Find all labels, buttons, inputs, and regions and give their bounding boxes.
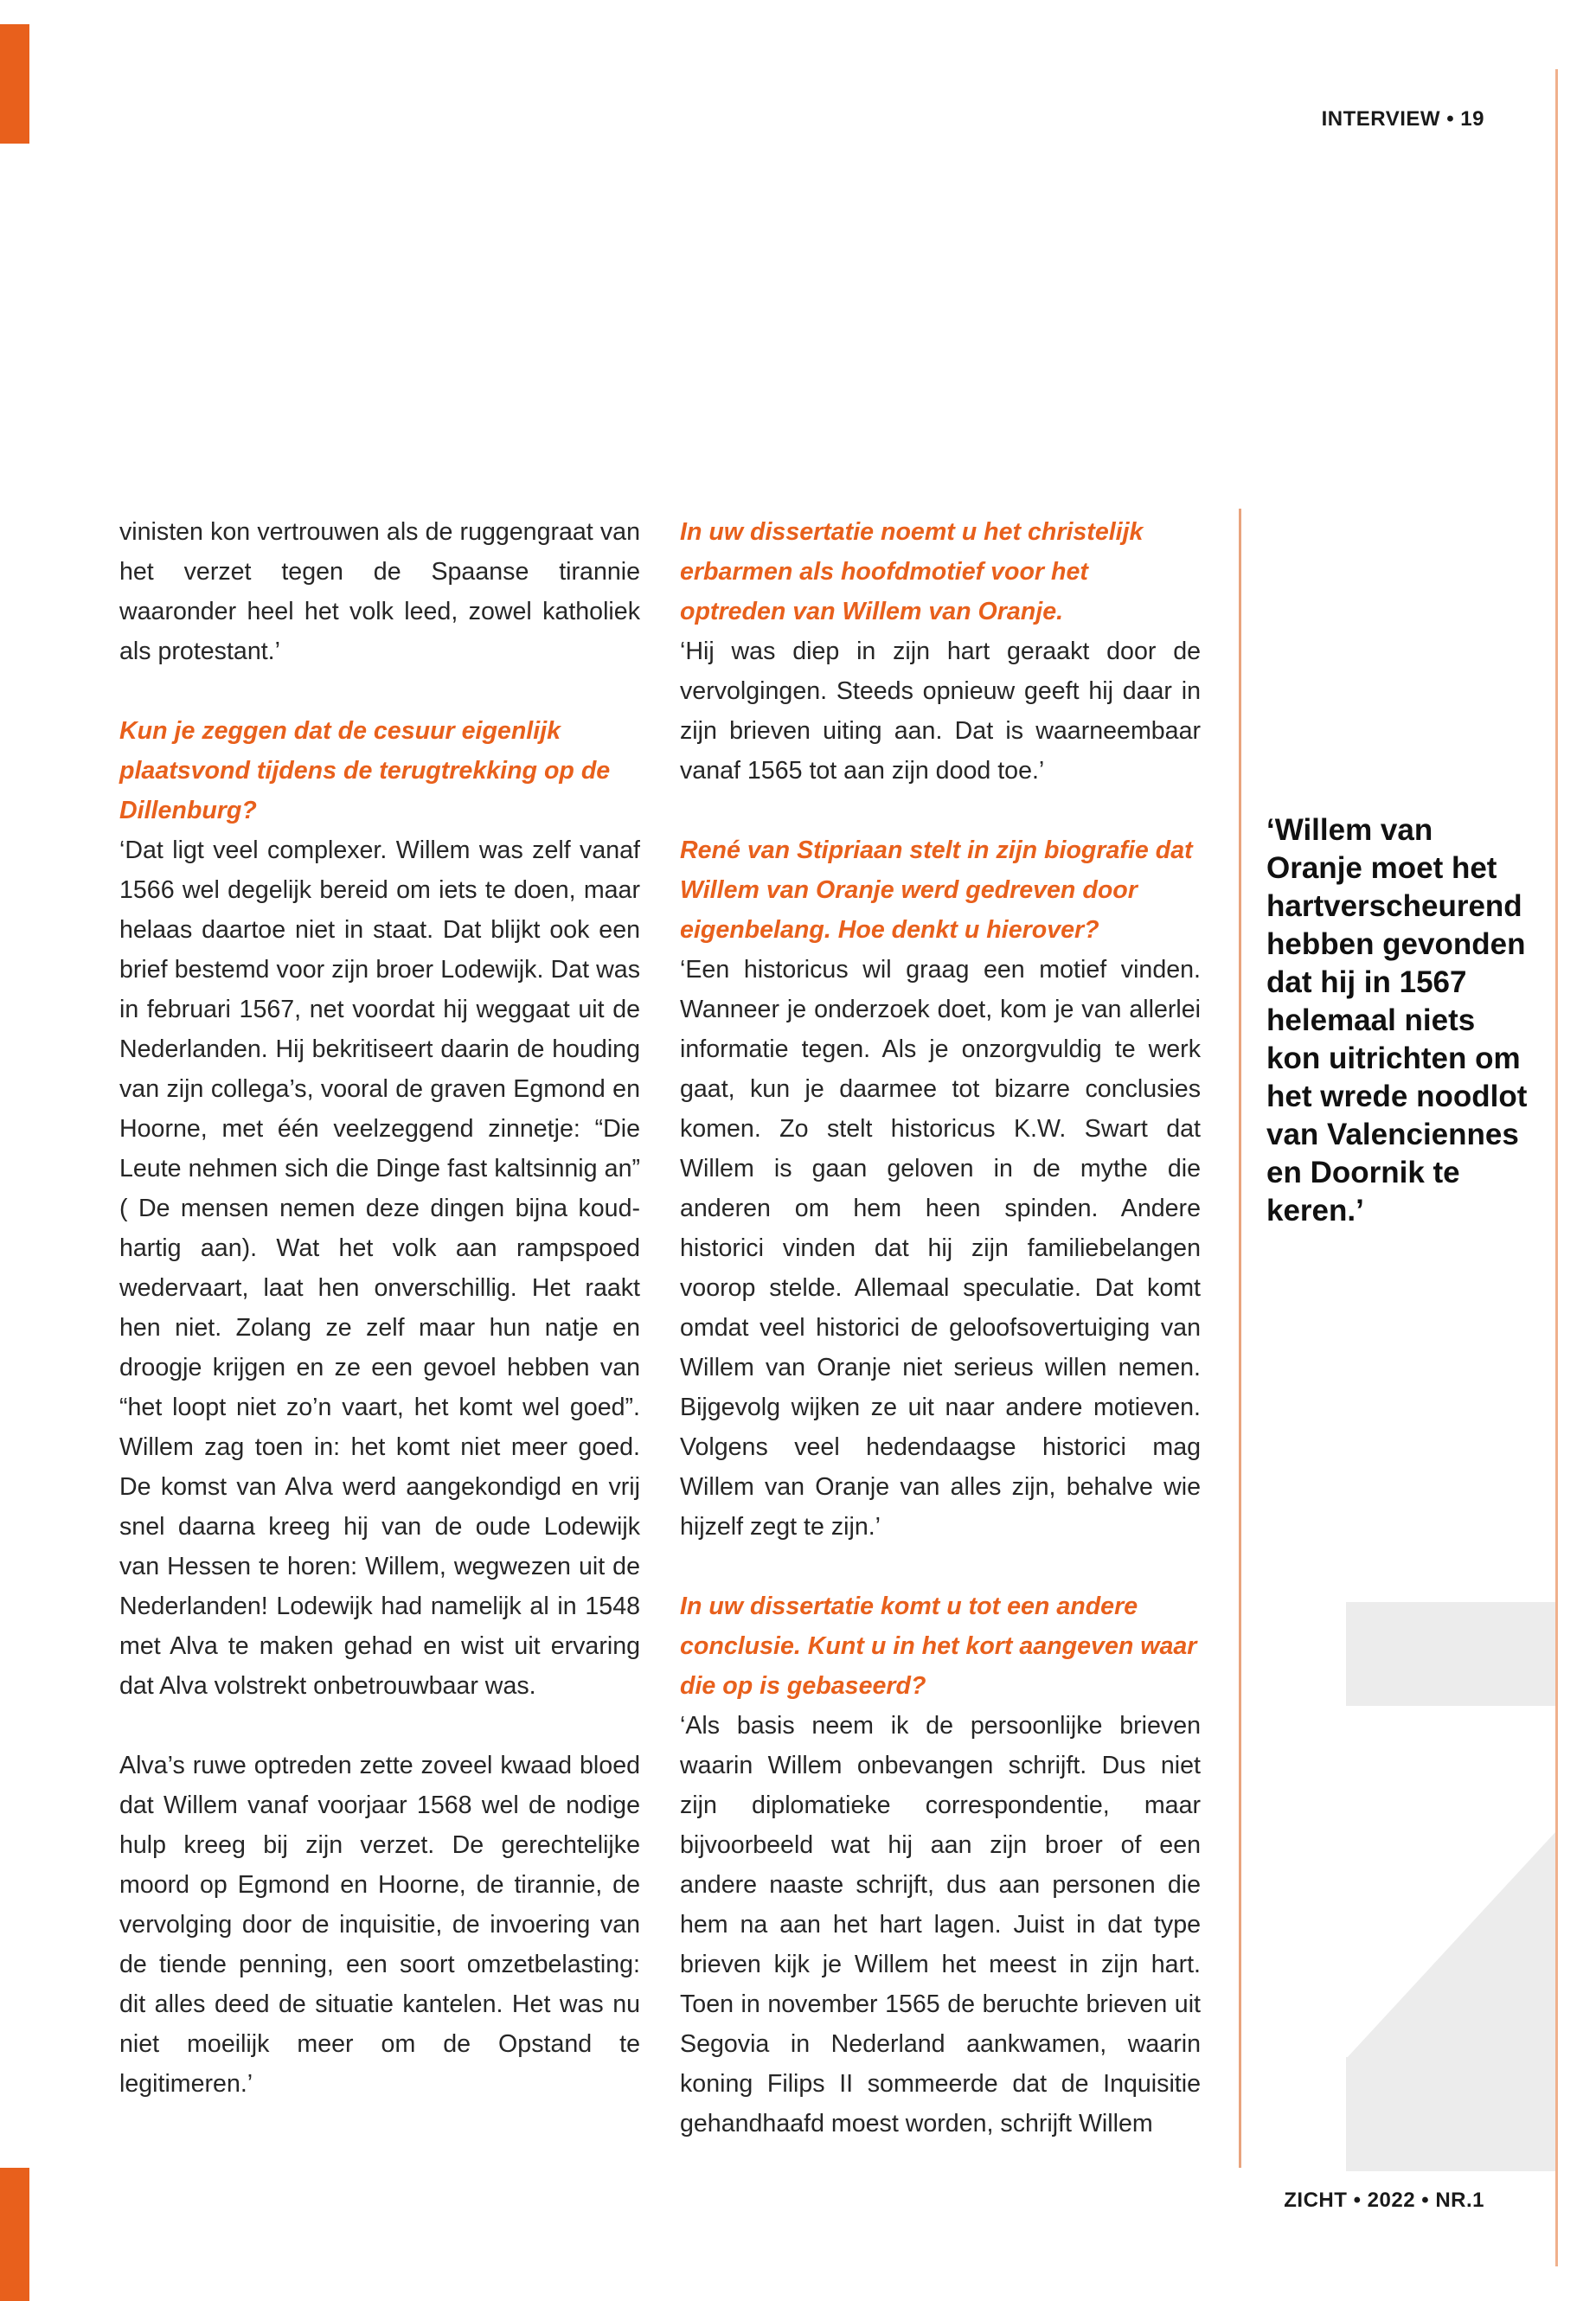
- page-number: 19: [1460, 107, 1484, 131]
- interview-question: René van Stipriaan stelt in zijn biografie dat Willem van Oranje werd gedreven door eigenbelang. Hoe denkt u hierover?: [680, 836, 1193, 944]
- header-section: INTERVIEW: [1321, 107, 1441, 131]
- running-header: [1211, 107, 1484, 131]
- accent-bar-bottom: [0, 2168, 29, 2301]
- column-divider: [1239, 509, 1241, 2168]
- watermark-block-bottom: [1346, 2057, 1555, 2171]
- watermark-diagonal: [1346, 1832, 1555, 2059]
- body-paragraph: ‘Een historicus wil graag een motief vinden. Wanneer je onderzoek doet, kom je van allerlei informatie tegen. Als je onzorgvuldig te werk gaat, kun je daarmee tot bizarre conclusies komen. Zo stelt historicus K.W. Swart dat Willem is gaan geloven in de mythe die anderen om hem heen spinden. Andere historici vinden dat hij zijn familiebelangen voorop stelde. Allemaal speculatie. Dat komt omdat veel historici de geloofsovertuiging van Willem van Oranje niet serieus willen nemen. Bijgevolg wijken ze uit naar andere motieven. Volgens veel hedendaagse historici mag Willem van Oranje van alles zijn, behalve wie hijzelf zegt te zijn.’: [680, 956, 1201, 1541]
- interview-question: Kun je zeggen dat de cesuur eigenlijk plaatsvond tijdens de terugtrekking op de Dillenburg?: [119, 717, 611, 824]
- footer-issue: NR.1: [1435, 2189, 1484, 2212]
- article-column-left: [119, 512, 640, 2104]
- footer-publication: ZICHT: [1284, 2189, 1348, 2212]
- footer-separator: •: [1353, 2189, 1362, 2212]
- page-edge-rule: [1555, 69, 1558, 2266]
- footer-year: 2022: [1367, 2189, 1416, 2212]
- article-column-right: [680, 512, 1201, 2144]
- body-paragraph: ‘Dat ligt veel complexer. Willem was zelf vanaf 1566 wel degelijk bereid om iets te doen, maar helaas daartoe niet in staat. Dat blijkt ook een brief bestemd voor zijn broer Lodewijk. Dat was in februari 1567, net voordat hij weggaat uit de Nederlanden. Hij bekritiseert daarin de houding van zijn collega’s, vooral de graven Egmond en Hoorne, met één veelzeggend zinnetje: “Die Leute nehmen sich die Dinge fast kaltsinnig an” ( De mensen nemen deze dingen bijna koud-hartig aan). Wat het volk aan rampspoed wedervaart, laat hen onverschillig. Het raakt hen niet. Zolang ze zelf maar hun natje en droogje krijgen en ze een gevoel hebben van “het loopt niet zo’n vaart, het komt wel goed”. Willem zag toen in: het komt niet meer goed. De komst van Alva werd aangekondigd en vrij snel daarna kreeg hij van de oude Lodewijk van Hessen te horen: Willem, wegwezen uit de Nederlanden! Lodewijk had namelijk al in 1548 met Alva te maken gehad en wist uit ervaring dat Alva volstrekt onbetrouwbaar was.: [119, 836, 640, 1700]
- interview-question: In uw dissertatie komt u tot een andere conclusie. Kunt u in het kort aangeven waar die op is gebaseerd?: [680, 1593, 1197, 1700]
- body-paragraph: vinisten kon vertrouwen als de ruggengraat van het verzet tegen de Spaanse tirannie waaronder heel het volk leed, zowel katholiek als protestant.’: [119, 518, 640, 665]
- body-paragraph: ‘Als basis neem ik de persoonlijke brieven waarin Willem onbevangen schrijft. Dus niet zijn diplomatieke correspondentie, maar bijvoorbeeld wat hij aan zijn broer of een andere naaste schrijft, dus aan personen die hem na aan het hart lagen. Juist in dat type brieven kijk je Willem het meest in zijn hart. Toen in november 1565 de beruchte brieven uit Segovia in Nederland aankwamen, waarin koning Filips II sommeerde dat de Inquisitie gehandhaafd moest worden, schrijft Willem: [680, 1712, 1201, 2138]
- body-paragraph: ‘Hij was diep in zijn hart geraakt door de vervolgingen. Steeds opnieuw geeft hij daar in zijn brieven uiting aan. Dat is waarneembaar vanaf 1565 tot aan zijn dood toe.’: [680, 638, 1201, 785]
- accent-bar-top: [0, 24, 29, 144]
- watermark-block-top: [1346, 1602, 1555, 1706]
- pull-quote: ‘Willem van Oranje moet het hartverscheurend hebben gevonden dat hij in 1567 helemaal niets kon uitrichten om het wrede noodlot van Valenciennes en Doornik te keren.’: [1266, 813, 1528, 1227]
- footer-separator: •: [1421, 2189, 1430, 2212]
- body-paragraph: Alva’s ruwe optreden zette zoveel kwaad bloed dat Willem vanaf voorjaar 1568 wel de nodige hulp kreeg bij zijn verzet. De gerechtelijke moord op Egmond en Hoorne, de tirannie, de vervolging door de inquisitie, de invoering van de tiende penning, een soort omzetbelasting: dit alles deed de situatie kantelen. Het was nu niet moeilijk meer om de Opstand te legitimeren.’: [119, 1752, 640, 2098]
- header-separator: •: [1446, 107, 1455, 131]
- interview-question: In uw dissertatie noemt u het christelijk erbarmen als hoofdmotief voor het optreden van Willem van Oranje.: [680, 518, 1144, 625]
- running-footer: [1211, 2189, 1484, 2213]
